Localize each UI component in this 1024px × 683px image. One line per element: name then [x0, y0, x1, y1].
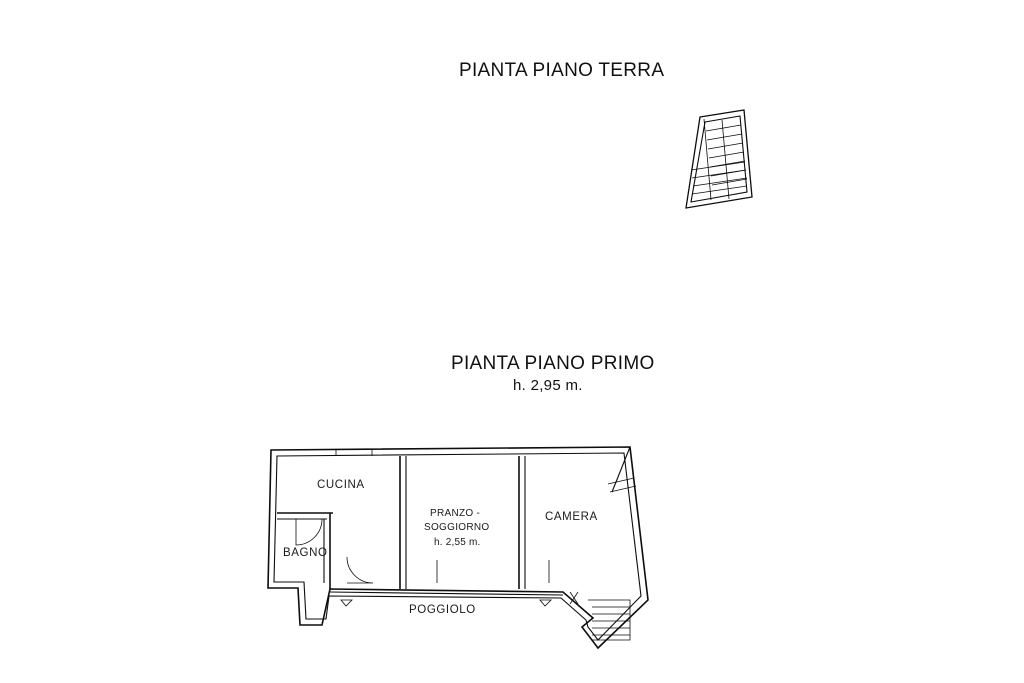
room-label-camera: CAMERA	[545, 511, 598, 523]
room-label-poggiolo: POGGIOLO	[409, 604, 476, 616]
room-label-bagno: BAGNO	[283, 547, 328, 559]
ground-floor-stair-block	[686, 110, 752, 208]
first-floor-title: PIANTA PIANO PRIMO	[451, 353, 655, 374]
room-label-soggiorno: SOGGIORNO	[424, 522, 490, 533]
room-label-cucina: CUCINA	[317, 479, 365, 491]
ground-floor-title: PIANTA PIANO TERRA	[459, 60, 665, 81]
room-label-pranzo: PRANZO -	[430, 508, 481, 519]
first-floor-height-note: h. 2,95 m.	[513, 377, 583, 394]
living-room-height-note: h. 2,55 m.	[434, 537, 481, 548]
